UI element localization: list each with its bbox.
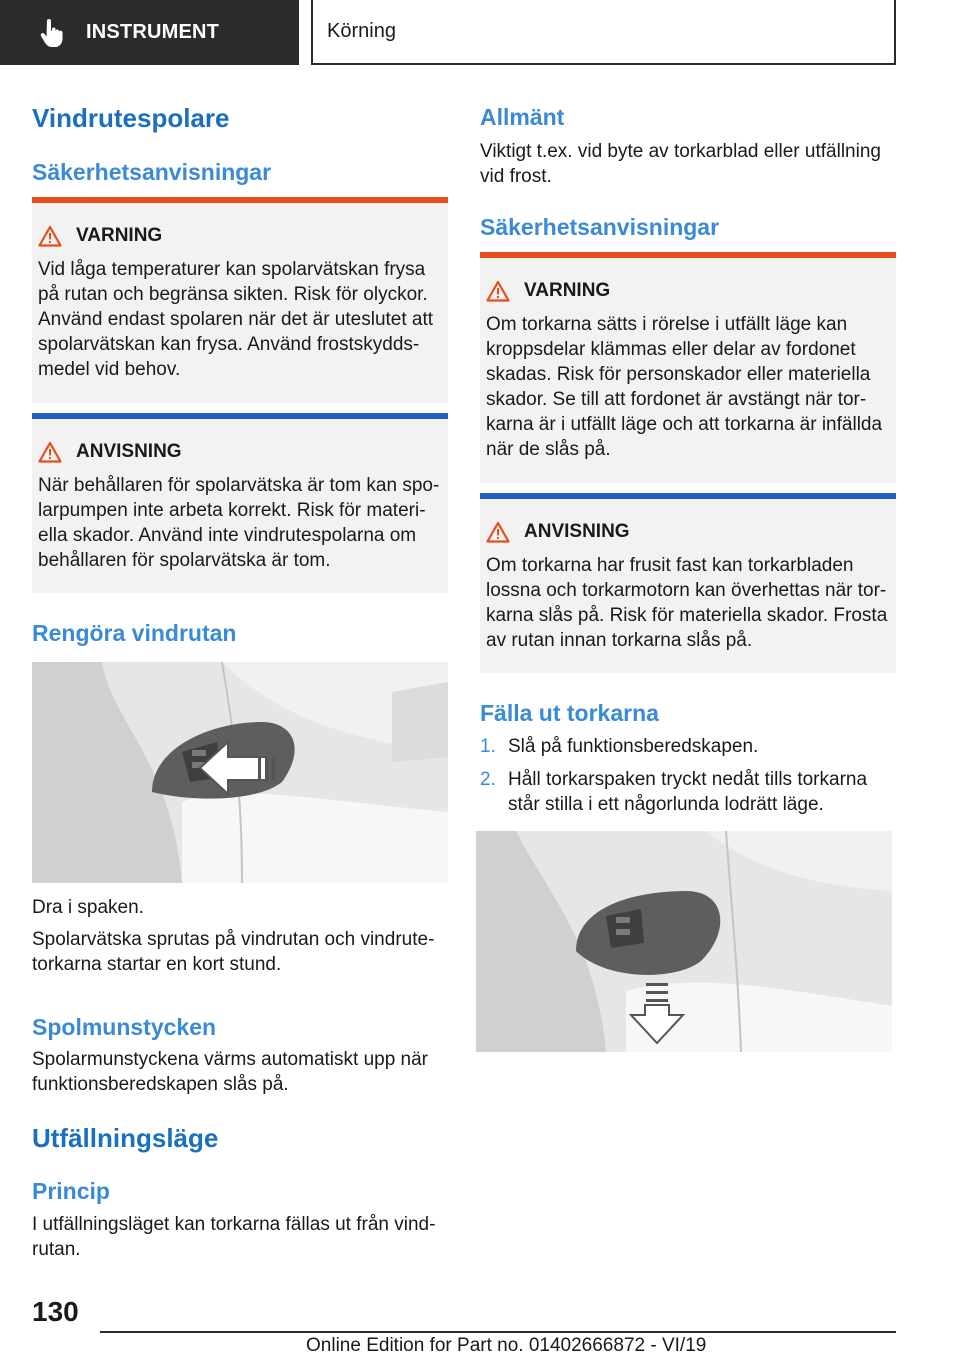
foldout-heading: Fälla ut torkarna: [480, 700, 659, 726]
warning-triangle-icon: [486, 280, 510, 302]
principle-heading: Princip: [32, 1178, 110, 1204]
warning-triangle-icon: [486, 521, 510, 543]
warning-text-right: Om torkarna sätts i rörelse i utfällt läge kan kroppsdelar klämmas eller delar av fordonet skadas. Risk för personskador eller materiella skador. Se till att fordonet är avstängt när torkarna är i utfällt läge och att torkarna är infällda när de slås på.: [486, 314, 883, 460]
section-tab[interactable]: [0, 0, 299, 65]
hand-pointer-icon: [40, 19, 64, 47]
general-heading: Allmänt: [480, 104, 565, 130]
warning-triangle-icon: [38, 225, 62, 247]
general-text: Viktigt t.ex. vid byte av torkarblad eller utfällning vid frost.: [480, 141, 881, 187]
footer-divider: [100, 1331, 896, 1333]
nozzles-heading: Spolmunstycken: [32, 1014, 217, 1040]
warning-triangle-icon: [38, 441, 62, 463]
section-title: INSTRUMENT: [86, 21, 220, 43]
spray-text: Spolarvätska sprutas på vindrutan och vindrutetorkarna startar en kort stund.: [32, 929, 435, 975]
page-number: 130: [32, 1296, 79, 1327]
warning-box: [32, 197, 448, 403]
notice-label: ANVISNING: [76, 441, 182, 462]
steps-list: [480, 734, 896, 825]
foldout-title: Utfällningsläge: [32, 1123, 219, 1153]
warning-text: Vid låga temperaturer kan spolarvätskan frysa på rutan och begränsa sikten. Risk för olyckor. Använd endast spolaren när det är uteslutet att spolarvätskan kan frysa. Använd frostskyddsmedel vid behov.: [38, 259, 434, 380]
warning-box-right: [480, 252, 896, 483]
page-title: Vindrutespolare: [32, 103, 230, 133]
warning-label: VARNING: [76, 225, 163, 246]
pull-text: Dra i spaken.: [32, 897, 144, 918]
safety-heading: Säkerhetsanvisningar: [32, 159, 272, 185]
notice-label-right: ANVISNING: [524, 521, 630, 542]
safety-heading-right: Säkerhetsanvisningar: [480, 214, 720, 240]
list-item: 2. Håll torkarspaken tryckt nedåt tills torkarna står stilla i ett någorlunda lodrätt läge.: [480, 769, 868, 815]
list-item: 1. Slå på funktionsberedskapen.: [480, 736, 759, 757]
nozzles-text: Spolarmunstyckena värms automatiskt upp när funktionsberedskapen slås på.: [32, 1049, 429, 1095]
clean-heading: Rengöra vindrutan: [32, 620, 237, 646]
lever-push-illustration: [476, 831, 892, 1052]
warning-label-right: VARNING: [524, 280, 611, 301]
chapter-tab[interactable]: [311, 0, 896, 65]
notice-box-right: [480, 493, 896, 673]
chapter-title: Körning: [327, 20, 396, 42]
principle-text: I utfällningsläget kan torkarna fällas ut från vindrutan.: [32, 1214, 436, 1260]
notice-text: När behållaren för spolarvätska är tom kan spolarpumpen inte arbeta korrekt. Risk för materiella skador. Använd inte vindrutespolarna om behållaren för spolarvätska är tom.: [38, 475, 440, 571]
notice-text-right: Om torkarna har frusit fast kan torkarbladen lossna och torkarmotorn kan överhettas när torkarna slås på. Risk för materiella skador. Frosta av rutan innan torkarna slås på.: [486, 555, 888, 651]
notice-box: [32, 413, 448, 593]
lever-pull-illustration: [32, 662, 448, 883]
edition-text: Online Edition for Part no. 01402666872 - VI/19: [306, 1335, 707, 1356]
